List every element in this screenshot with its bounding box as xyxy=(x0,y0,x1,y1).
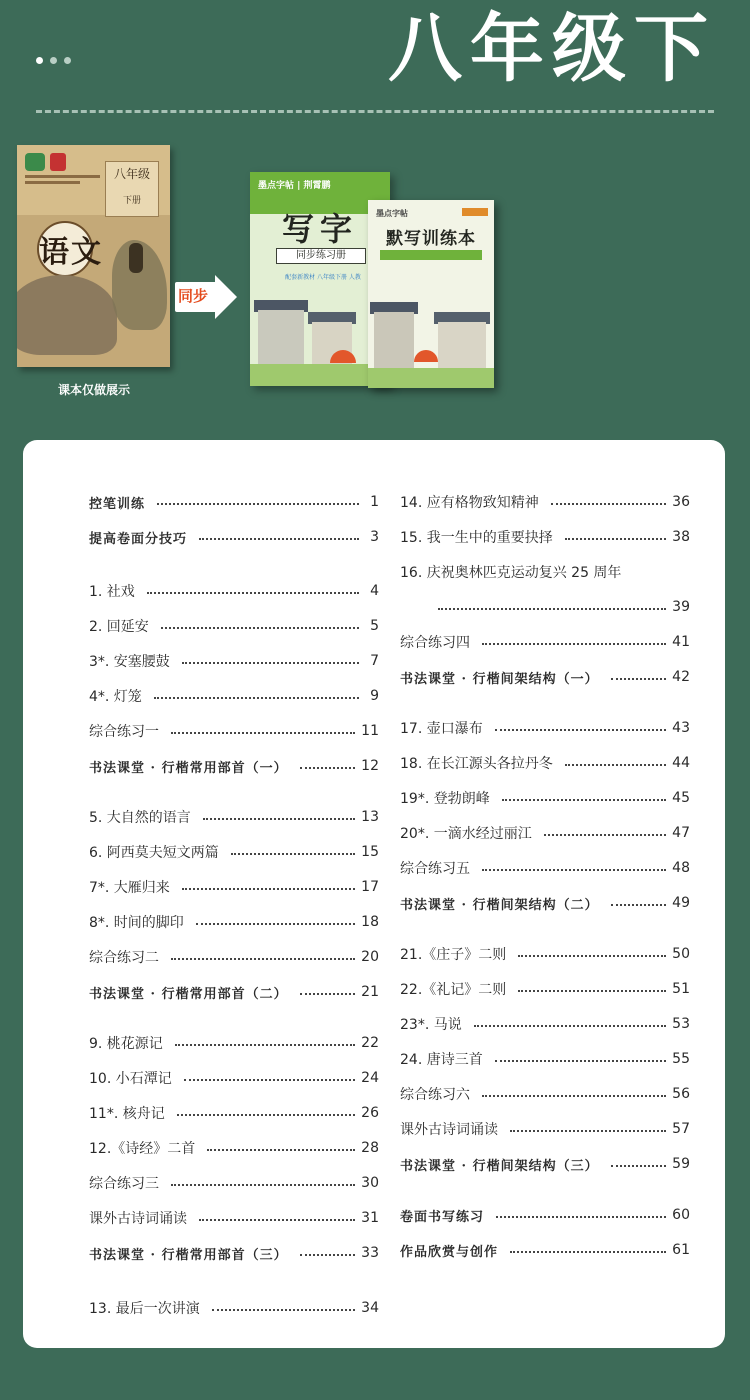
book-info: 配套新教材 八年级下册 人教 xyxy=(285,274,361,281)
toc-entry-title: 10. 小石潭记 xyxy=(89,1071,172,1087)
painting-figure xyxy=(129,243,143,273)
toc-entry xyxy=(400,1047,690,1071)
toc-page-number: 24 xyxy=(361,1070,379,1086)
toc-entry xyxy=(89,1136,379,1160)
toc-entry-title: 4*. 灯笼 xyxy=(89,689,142,705)
toc-entry-title: 20*. 一滴水经过丽江 xyxy=(400,826,532,842)
toc-page-number: 28 xyxy=(361,1140,379,1156)
toc-entry xyxy=(89,649,379,673)
toc-page-number: 26 xyxy=(361,1105,379,1121)
toc-page-number: 53 xyxy=(672,1016,690,1032)
toc-entry xyxy=(400,525,690,549)
toc-entry-title: 17. 壶口瀑布 xyxy=(400,721,483,737)
toc-leader-dots xyxy=(161,627,359,629)
toc-entry-title: 7*. 大雁归来 xyxy=(89,880,170,896)
toc-leader-dots xyxy=(611,904,667,906)
toc-entry-title: 2. 回延安 xyxy=(89,619,149,635)
toc-page-number: 42 xyxy=(672,669,690,685)
toc-entry-title: 综合练习六 xyxy=(400,1087,470,1103)
toc-entry-title: 9. 桃花源记 xyxy=(89,1036,163,1052)
toc-entry xyxy=(400,630,690,654)
toc-entry xyxy=(400,891,690,915)
dictation-book-cover xyxy=(368,200,494,388)
toc-entry-title: 综合练习三 xyxy=(89,1176,159,1192)
textbook-volume: 下册 xyxy=(122,196,141,206)
toc-page-number: 20 xyxy=(361,949,379,965)
toc-entry-title: 12.《诗经》二首 xyxy=(89,1141,196,1157)
toc-entry-title: 21.《庄子》二则 xyxy=(400,947,507,963)
toc-page-number: 44 xyxy=(672,755,690,771)
toc-leader-dots xyxy=(182,662,359,664)
toc-entry xyxy=(400,977,690,1001)
toc-entry xyxy=(400,490,690,514)
toc-page-number: 1 xyxy=(370,494,379,510)
toc-leader-dots xyxy=(438,608,666,610)
toc-page-number: 33 xyxy=(361,1245,379,1261)
toc-leader-dots xyxy=(496,1216,666,1218)
toc-leader-dots xyxy=(611,1165,667,1167)
book-subtitle: 同步练习册 xyxy=(276,248,366,264)
toc-entry-title: 14. 应有格物致知精神 xyxy=(400,495,539,511)
toc-leader-dots xyxy=(231,853,355,855)
display-caption: 课本仅做展示 xyxy=(57,383,130,397)
dashed-divider xyxy=(36,110,714,113)
toc-leader-dots xyxy=(495,1060,666,1062)
toc-page-number: 41 xyxy=(672,634,690,650)
toc-page-number: 56 xyxy=(672,1086,690,1102)
toc-entry xyxy=(89,1031,379,1055)
toc-leader-dots xyxy=(199,1219,355,1221)
toc-page-number: 7 xyxy=(370,653,379,669)
toc-entry xyxy=(89,490,379,514)
toc-leader-dots xyxy=(495,729,666,731)
toc-page-number: 61 xyxy=(672,1242,690,1258)
toc-page-number: 9 xyxy=(370,688,379,704)
dot xyxy=(50,57,57,64)
toc-entry-title: 13. 最后一次讲演 xyxy=(89,1301,200,1317)
book-brand: 墨点字帖 | 荆霄鹏 xyxy=(258,181,331,191)
grade-title: 八年级下 xyxy=(388,6,716,92)
toc-leader-dots xyxy=(300,767,356,769)
toc-leader-dots xyxy=(300,1254,356,1256)
toc-entry-title: 6. 阿西莫夫短文两篇 xyxy=(89,845,219,861)
toc-entry-title: 书法课堂 · 行楷常用部首（三） xyxy=(89,1247,288,1263)
toc-entry-title: 1. 社戏 xyxy=(89,584,135,600)
toc-entry xyxy=(89,875,379,899)
toc-entry xyxy=(89,910,379,934)
toc-leader-dots xyxy=(544,834,666,836)
toc-page-number: 5 xyxy=(370,618,379,634)
toc-entry-title: 书法课堂 · 行楷常用部首（二） xyxy=(89,986,288,1002)
toc-entry xyxy=(89,1101,379,1125)
toc-leader-dots xyxy=(482,869,666,871)
publisher-mark-icon xyxy=(50,153,66,171)
toc-entry-title: 提高卷面分技巧 xyxy=(89,531,188,547)
toc-leader-dots xyxy=(171,732,355,734)
toc-page-number: 3 xyxy=(370,529,379,545)
toc-leader-dots xyxy=(502,799,666,801)
toc-entry xyxy=(400,595,690,619)
toc-entry-title: 书法课堂 · 行楷间架结构（二） xyxy=(400,897,599,913)
toc-page-number: 18 xyxy=(361,914,379,930)
book-title: 写字 xyxy=(281,210,358,248)
toc-entry xyxy=(89,614,379,638)
toc-leader-dots xyxy=(482,1095,666,1097)
toc-entry xyxy=(89,1206,379,1230)
toc-entry xyxy=(89,980,379,1004)
umbrella-illustration xyxy=(330,350,356,363)
toc-entry xyxy=(89,525,379,549)
toc-page-number: 22 xyxy=(361,1035,379,1051)
toc-leader-dots xyxy=(171,1184,355,1186)
toc-page-number: 13 xyxy=(361,809,379,825)
toc-entry xyxy=(400,751,690,775)
toc-entry xyxy=(400,560,690,584)
toc-entry xyxy=(89,840,379,864)
toc-leader-dots xyxy=(157,503,359,505)
toc-entry xyxy=(89,1066,379,1090)
toc-entry-title: 18. 在长江源头各拉丹冬 xyxy=(400,756,553,772)
toc-leader-dots xyxy=(565,538,666,540)
toc-entry xyxy=(400,1238,690,1262)
toc-entry xyxy=(400,821,690,845)
toc-leader-dots xyxy=(518,955,666,957)
toc-entry-title: 16. 庆祝奥林匹克运动复兴 25 周年 xyxy=(400,565,622,581)
toc-entry-title: 8*. 时间的脚印 xyxy=(89,915,184,931)
toc-entry-title: 3*. 安塞腰鼓 xyxy=(89,654,170,670)
toc-page-number: 60 xyxy=(672,1207,690,1223)
toc-leader-dots xyxy=(207,1149,355,1151)
toc-leader-dots xyxy=(154,697,359,699)
table-of-contents xyxy=(23,440,725,1348)
toc-entry-title: 24. 唐诗三首 xyxy=(400,1052,483,1068)
publisher-logo-icon xyxy=(25,153,45,171)
toc-entry-title: 课外古诗词诵读 xyxy=(400,1122,498,1138)
toc-entry-title: 综合练习二 xyxy=(89,950,159,966)
toc-entry xyxy=(89,754,379,778)
toc-entry xyxy=(89,579,379,603)
toc-entry xyxy=(89,1296,379,1320)
toc-page-number: 15 xyxy=(361,844,379,860)
toc-entry-title: 23*. 马说 xyxy=(400,1017,462,1033)
dot xyxy=(64,57,71,64)
toc-leader-dots xyxy=(300,993,356,995)
toc-leader-dots xyxy=(551,503,666,505)
toc-page-number: 39 xyxy=(672,599,690,615)
toc-leader-dots xyxy=(171,958,355,960)
toc-entry-title: 19*. 登勃朗峰 xyxy=(400,791,490,807)
textbook-title: 语文 xyxy=(39,235,103,270)
toc-page-number: 50 xyxy=(672,946,690,962)
toc-entry-title: 卷面书写练习 xyxy=(400,1209,485,1225)
toc-leader-dots xyxy=(565,764,666,766)
book-brand: 墨点字帖 xyxy=(376,209,408,218)
toc-entry-title: 课外古诗词诵读 xyxy=(89,1211,187,1227)
toc-page-number: 38 xyxy=(672,529,690,545)
toc-entry-title: 22.《礼记》二则 xyxy=(400,982,507,998)
sync-label: 同步 xyxy=(178,287,209,305)
toc-leader-dots xyxy=(184,1079,355,1081)
toc-entry-title: 控笔训练 xyxy=(89,496,146,512)
toc-leader-dots xyxy=(474,1025,666,1027)
arrow-right-icon xyxy=(215,275,237,319)
textbook-cover xyxy=(17,145,170,367)
toc-entry-title: 5. 大自然的语言 xyxy=(89,810,191,826)
toc-page-number: 34 xyxy=(361,1300,379,1316)
toc-entry xyxy=(400,1012,690,1036)
dot-active xyxy=(36,57,43,64)
toc-entry xyxy=(400,1152,690,1176)
toc-entry xyxy=(400,716,690,740)
toc-entry xyxy=(400,942,690,966)
toc-entry xyxy=(89,1171,379,1195)
toc-page-number: 4 xyxy=(370,583,379,599)
toc-page-number: 49 xyxy=(672,895,690,911)
textbook-grade: 八年级 xyxy=(113,167,150,181)
toc-page-number: 47 xyxy=(672,825,690,841)
toc-page-number: 45 xyxy=(672,790,690,806)
toc-leader-dots xyxy=(510,1251,666,1253)
toc-leader-dots xyxy=(175,1044,355,1046)
toc-entry xyxy=(400,1082,690,1106)
toc-page-number: 51 xyxy=(672,981,690,997)
toc-entry xyxy=(400,786,690,810)
toc-leader-dots xyxy=(611,678,667,680)
painting-rock xyxy=(17,275,117,355)
toc-entry xyxy=(89,1241,379,1265)
toc-page-number: 21 xyxy=(361,984,379,1000)
toc-entry xyxy=(89,805,379,829)
toc-entry xyxy=(89,719,379,743)
toc-entry-title: 综合练习四 xyxy=(400,635,470,651)
toc-entry-title: 15. 我一生中的重要抉择 xyxy=(400,530,553,546)
toc-entry-title: 书法课堂 · 行楷常用部首（一） xyxy=(89,760,288,776)
toc-page-number: 31 xyxy=(361,1210,379,1226)
toc-page-number: 17 xyxy=(361,879,379,895)
toc-page-number: 36 xyxy=(672,494,690,510)
toc-leader-dots xyxy=(212,1309,355,1311)
toc-leader-dots xyxy=(510,1130,666,1132)
toc-page-number: 59 xyxy=(672,1156,690,1172)
toc-leader-dots xyxy=(177,1114,355,1116)
toc-page-number: 12 xyxy=(361,758,379,774)
toc-leader-dots xyxy=(196,923,355,925)
toc-page-number: 55 xyxy=(672,1051,690,1067)
toc-page-number: 57 xyxy=(672,1121,690,1137)
toc-entry-title: 综合练习一 xyxy=(89,724,159,740)
toc-leader-dots xyxy=(518,990,666,992)
toc-leader-dots xyxy=(482,643,666,645)
toc-page-number: 11 xyxy=(361,723,379,739)
toc-entry-title: 11*. 核舟记 xyxy=(89,1106,165,1122)
toc-leader-dots xyxy=(203,818,355,820)
umbrella-illustration xyxy=(414,350,438,362)
toc-page-number: 30 xyxy=(361,1175,379,1191)
toc-entry-title: 综合练习五 xyxy=(400,861,470,877)
toc-leader-dots xyxy=(147,592,359,594)
toc-entry xyxy=(400,1117,690,1141)
toc-entry xyxy=(89,684,379,708)
toc-leader-dots xyxy=(199,538,359,540)
toc-leader-dots xyxy=(182,888,355,890)
toc-page-number: 48 xyxy=(672,860,690,876)
toc-entry-title: 作品欣赏与创作 xyxy=(400,1244,499,1260)
book-title: 默写训练本 xyxy=(386,229,476,249)
pagination-dots xyxy=(36,57,71,64)
toc-page-number: 43 xyxy=(672,720,690,736)
toc-entry-title: 书法课堂 · 行楷间架结构（一） xyxy=(400,671,599,687)
toc-entry xyxy=(400,1203,690,1227)
toc-entry xyxy=(89,945,379,969)
toc-entry xyxy=(400,665,690,689)
toc-entry xyxy=(400,856,690,880)
toc-entry-title: 书法课堂 · 行楷间架结构（三） xyxy=(400,1158,599,1174)
